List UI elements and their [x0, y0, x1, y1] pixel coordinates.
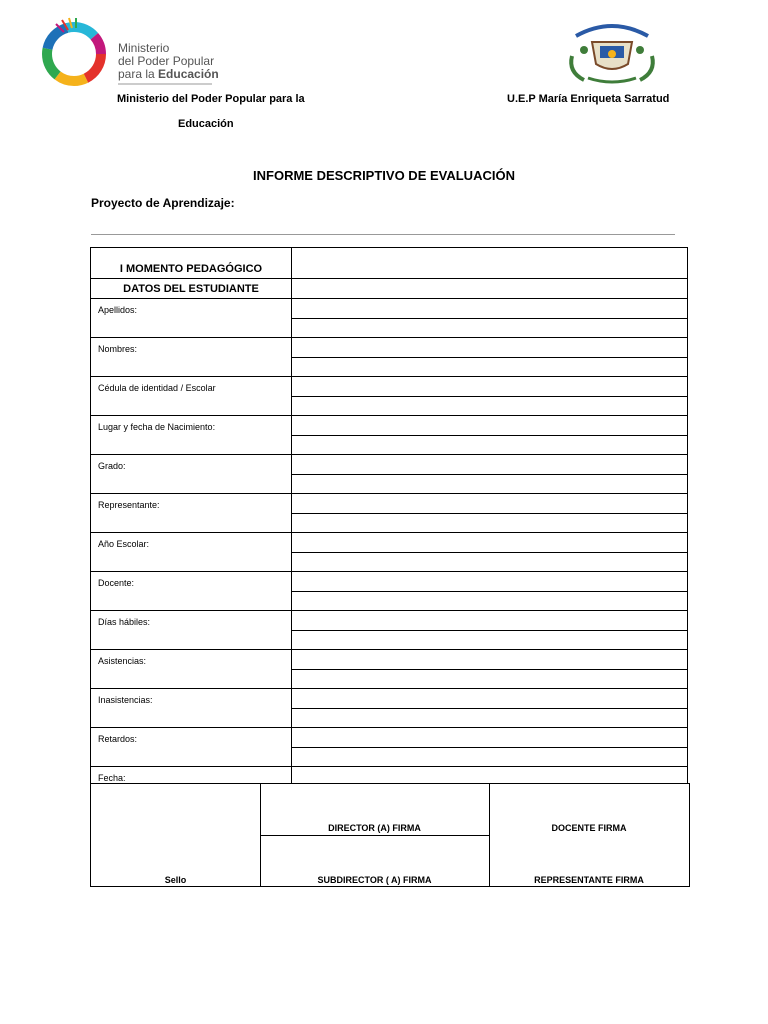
- teacher-signature-label: DOCENTE FIRMA: [551, 823, 627, 833]
- field-label: Inasistencias:: [98, 695, 153, 705]
- field-label: Asistencias:: [98, 656, 147, 666]
- representative-signature-label: REPRESENTANTE FIRMA: [534, 875, 644, 885]
- school-emblem-icon: [571, 26, 653, 82]
- ministry-name-line1: Ministerio del Poder Popular para la: [117, 93, 305, 105]
- subdirector-signature-label: SUBDIRECTOR ( A) FIRMA: [317, 875, 432, 885]
- school-name: U.E.P María Enriqueta Sarratud: [507, 93, 670, 105]
- ministry-logo: [38, 14, 218, 94]
- field-label: Nombres:: [98, 344, 138, 354]
- field-label: Retardos:: [98, 734, 138, 744]
- student-data-form: [90, 247, 688, 784]
- section-moment: I MOMENTO PEDAGÓGICO: [119, 263, 263, 275]
- field-label: Apellidos:: [98, 305, 138, 315]
- ministry-name-line2: Educación: [178, 118, 234, 130]
- ministry-ring-icon: [47, 18, 101, 81]
- project-rule: [91, 234, 675, 235]
- school-emblem: [562, 16, 662, 88]
- field-label: Fecha:: [98, 773, 126, 783]
- director-signature-label: DIRECTOR (A) FIRMA: [328, 823, 421, 833]
- field-label: Representante:: [98, 500, 160, 510]
- field-label: Días hábiles:: [98, 617, 151, 627]
- field-label: Docente:: [98, 578, 135, 588]
- document-title: INFORME DESCRIPTIVO DE EVALUACIÓN: [253, 168, 515, 183]
- logo-line-2: del Poder Popular: [118, 54, 215, 68]
- field-label: Grado:: [98, 461, 126, 471]
- column-divider: [291, 248, 292, 783]
- logo-line-1: Ministerio: [118, 41, 170, 55]
- field-label: Lugar y fecha de Nacimiento:: [98, 422, 216, 432]
- section-student: DATOS DEL ESTUDIANTE: [123, 283, 259, 295]
- seal-label: Sello: [164, 875, 187, 885]
- project-label: Proyecto de Aprendizaje:: [91, 196, 235, 210]
- logo-line-3: para la Educación: [118, 67, 218, 81]
- field-label: Cédula de identidad / Escolar: [98, 383, 216, 393]
- signature-block: [90, 783, 690, 887]
- field-label: Año Escolar:: [98, 539, 150, 549]
